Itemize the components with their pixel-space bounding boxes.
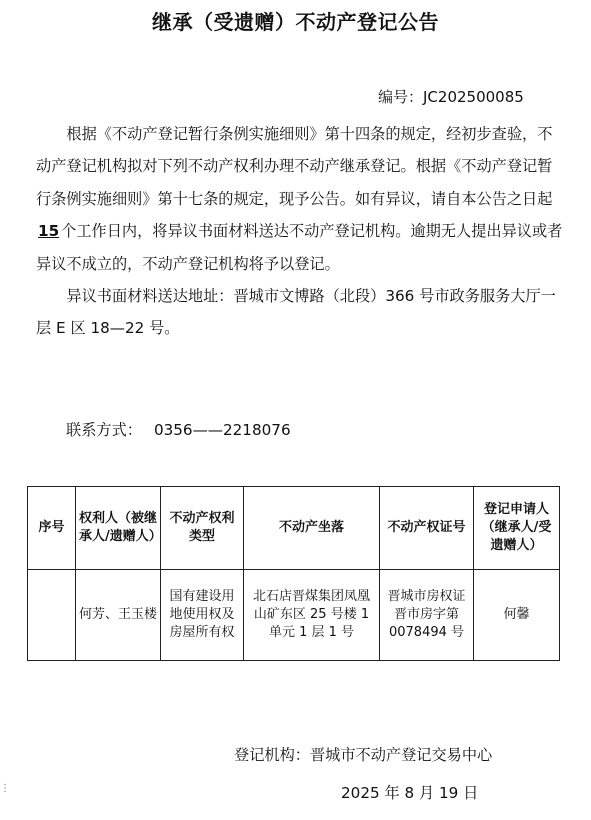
header-serial: 序号	[28, 487, 76, 570]
notice-title: 继承（受遗赠）不动产登记公告	[152, 10, 439, 34]
registration-table	[27, 486, 560, 661]
table-row	[28, 570, 560, 661]
cell-rights-type: 国有建设用地使用权及房屋所有权	[161, 570, 244, 661]
paragraph-objection-part1: 根据《不动产登记暂行条例实施细则》第十四条的规定，经初步查验，不动产登记机构拟对下列不动产权利办理不动产继承登记。根据《不动产登记暂行条例实施细则》第十七条的规定，现予公告。如有异议，请自本公告之日起	[36, 125, 553, 208]
signature-date: 2025 年 8 月 19 日	[341, 784, 479, 802]
cell-rights-holder: 何芳、王玉楼	[76, 570, 161, 661]
paragraph-objection-part2: 个工作日内，将异议书面材料送达不动产登记机构。逾期无人提出异议或者异议不成立的，不动产登记机构将予以登记。	[36, 222, 563, 273]
objection-days: 15	[38, 222, 60, 241]
signature-organization: 登记机构：晋城市不动产登记交易中心	[234, 746, 493, 764]
cell-serial	[28, 570, 76, 661]
contact-phone: 0356——2218076	[153, 421, 291, 439]
paragraph-address: 异议书面材料送达地址：晋城市文博路（北段）366 号市政务服务大厅一层 E 区 18—22 号。	[36, 287, 556, 338]
header-applicant: 登记申请人（继承人/受遗赠人）	[474, 487, 560, 570]
cell-certificate-no: 晋城市房权证晋市房字第 0078494 号	[380, 570, 474, 661]
header-location: 不动产坐落	[244, 487, 380, 570]
cell-location: 北石店晋煤集团凤凰山矿东区 25 号楼 1 单元 1 层 1 号	[244, 570, 380, 661]
cell-applicant: 何馨	[474, 570, 560, 661]
header-certificate-no: 不动产权证号	[380, 487, 474, 570]
notice-body	[36, 118, 566, 345]
contact-line	[66, 419, 291, 440]
margin-mark-icon: ⋮	[0, 783, 10, 794]
table-header-row	[28, 487, 560, 570]
paragraph-objection	[36, 118, 566, 280]
header-rights-holder: 权利人（被继承人/遗赠人）	[76, 487, 161, 570]
document-number: 编号：JC202500085	[378, 88, 524, 106]
header-rights-type: 不动产权利类型	[161, 487, 244, 570]
contact-label: 联系方式：	[66, 421, 142, 439]
